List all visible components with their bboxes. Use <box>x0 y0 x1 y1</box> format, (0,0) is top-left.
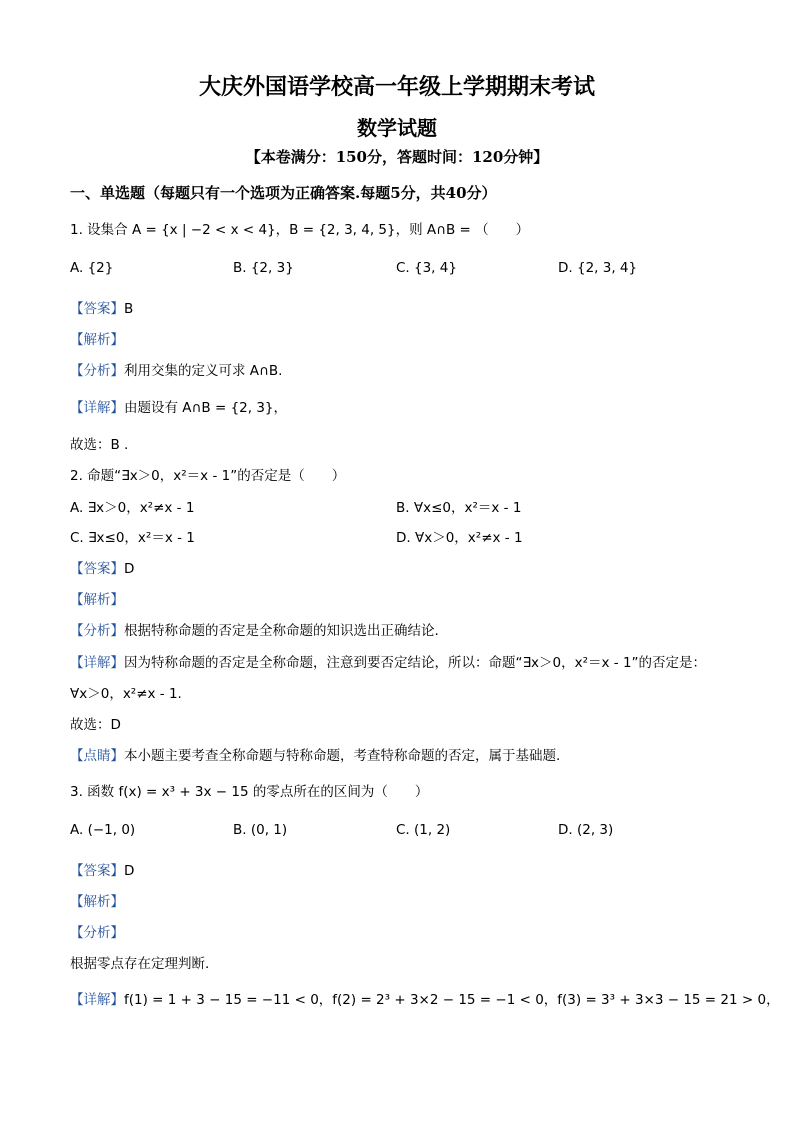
subject-title: 数学试题 <box>357 116 437 140</box>
q3-stem: 3. 函数 f(x) = x³ + 3x − 15 的零点所在的区间为（ ） <box>70 784 429 800</box>
q2-option-c: C. ∃x≤0，x²＝x - 1 <box>70 530 195 546</box>
answer-tag: 【答案】 <box>70 863 124 879</box>
q2-fenxi: 根据特称命题的否定是全称命题的知识选出正确结论. <box>124 623 439 639</box>
q1-fenxi: 利用交集的定义可求 A∩B. <box>124 363 283 379</box>
q1-conclusion: 故选：B . <box>70 437 129 453</box>
answer-tag: 【答案】 <box>70 561 124 577</box>
analysis-tag: 【解析】 <box>70 592 124 608</box>
q1-answer: B <box>124 301 134 317</box>
q3-option-d: D. (2, 3) <box>558 822 614 838</box>
analysis-tag: 【解析】 <box>70 894 124 910</box>
q2-option-d: D. ∀x＞0，x²≠x - 1 <box>396 530 523 546</box>
detail-tag: 【详解】 <box>70 655 124 671</box>
q1-option-a: A. {2} <box>70 260 114 276</box>
q3-fenxi-text: 根据零点存在定理判断. <box>70 956 210 972</box>
q2-detail-1: 因为特称命题的否定是全称命题，注意到要否定结论，所以：命题“∃x＞0，x²＝x - 1”的否定是： <box>124 655 707 671</box>
q2-option-a: A. ∃x＞0，x²≠x - 1 <box>70 500 195 516</box>
section-heading: 一、单选题（每题只有一个选项为正确答案.每题5分，共40分） <box>70 184 497 202</box>
q3-option-c: C. (1, 2) <box>396 822 451 838</box>
exam-info: 【本卷满分：150分，答题时间：120分钟】 <box>245 148 549 166</box>
q1-answer-row <box>70 297 133 317</box>
school-title: 大庆外国语学校高一年级上学期期末考试 <box>198 74 595 100</box>
detail-tag: 【详解】 <box>70 992 124 1008</box>
answer-tag: 【答案】 <box>70 301 124 317</box>
detail-tag: 【详解】 <box>70 400 124 416</box>
q2-detail-2: ∀x＞0，x²≠x - 1. <box>70 686 182 702</box>
q3-answer-row <box>70 859 134 879</box>
comment-tag: 【点睛】 <box>70 748 124 764</box>
q1-option-d: D. {2, 3, 4} <box>558 260 638 276</box>
q1-option-c: C. {3, 4} <box>396 260 457 276</box>
fenxi-tag: 【分析】 <box>70 623 124 639</box>
q3-option-a: A. (−1, 0) <box>70 822 136 838</box>
q3-option-b: B. (0, 1) <box>233 822 288 838</box>
q2-option-b: B. ∀x≤0，x²＝x - 1 <box>396 500 522 516</box>
fenxi-tag: 【分析】 <box>70 363 124 379</box>
q3-answer: D <box>124 863 135 879</box>
q3-analysis-row <box>70 890 124 910</box>
q1-fenxi-row <box>70 359 282 379</box>
q3-fenxi-row <box>70 921 124 941</box>
q1-stem: 1. 设集合 A = {x | −2 < x < 4}，B = {2, 3, 4, 5}，则 A∩B = （ ） <box>70 222 530 238</box>
q2-fenxi-row <box>70 619 439 639</box>
q2-answer-row <box>70 557 134 577</box>
q2-conclusion: 故选：D <box>70 717 121 733</box>
q1-analysis-row <box>70 328 124 348</box>
q3-detail-row <box>70 988 780 1008</box>
q3-detail: f(1) = 1 + 3 − 15 = −11 < 0，f(2) = 2³ + 3×2 − 15 = −1 < 0，f(3) = 3³ + 3×3 − 15 = 21 > 0， <box>124 992 780 1008</box>
q2-comment: 本小题主要考查全称命题与特称命题，考查特称命题的否定，属于基础题. <box>124 748 561 764</box>
q2-analysis-row <box>70 588 124 608</box>
q1-option-b: B. {2, 3} <box>233 260 294 276</box>
q2-stem: 2. 命题“∃x＞0，x²＝x - 1”的否定是（ ） <box>70 468 346 484</box>
q1-detail-row <box>70 396 287 416</box>
q2-answer: D <box>124 561 135 577</box>
q2-comment-row <box>70 744 560 764</box>
analysis-tag: 【解析】 <box>70 332 124 348</box>
fenxi-tag: 【分析】 <box>70 925 124 941</box>
q2-detail-row <box>70 651 706 671</box>
q1-detail: 由题设有 A∩B = {2, 3}， <box>124 400 288 416</box>
